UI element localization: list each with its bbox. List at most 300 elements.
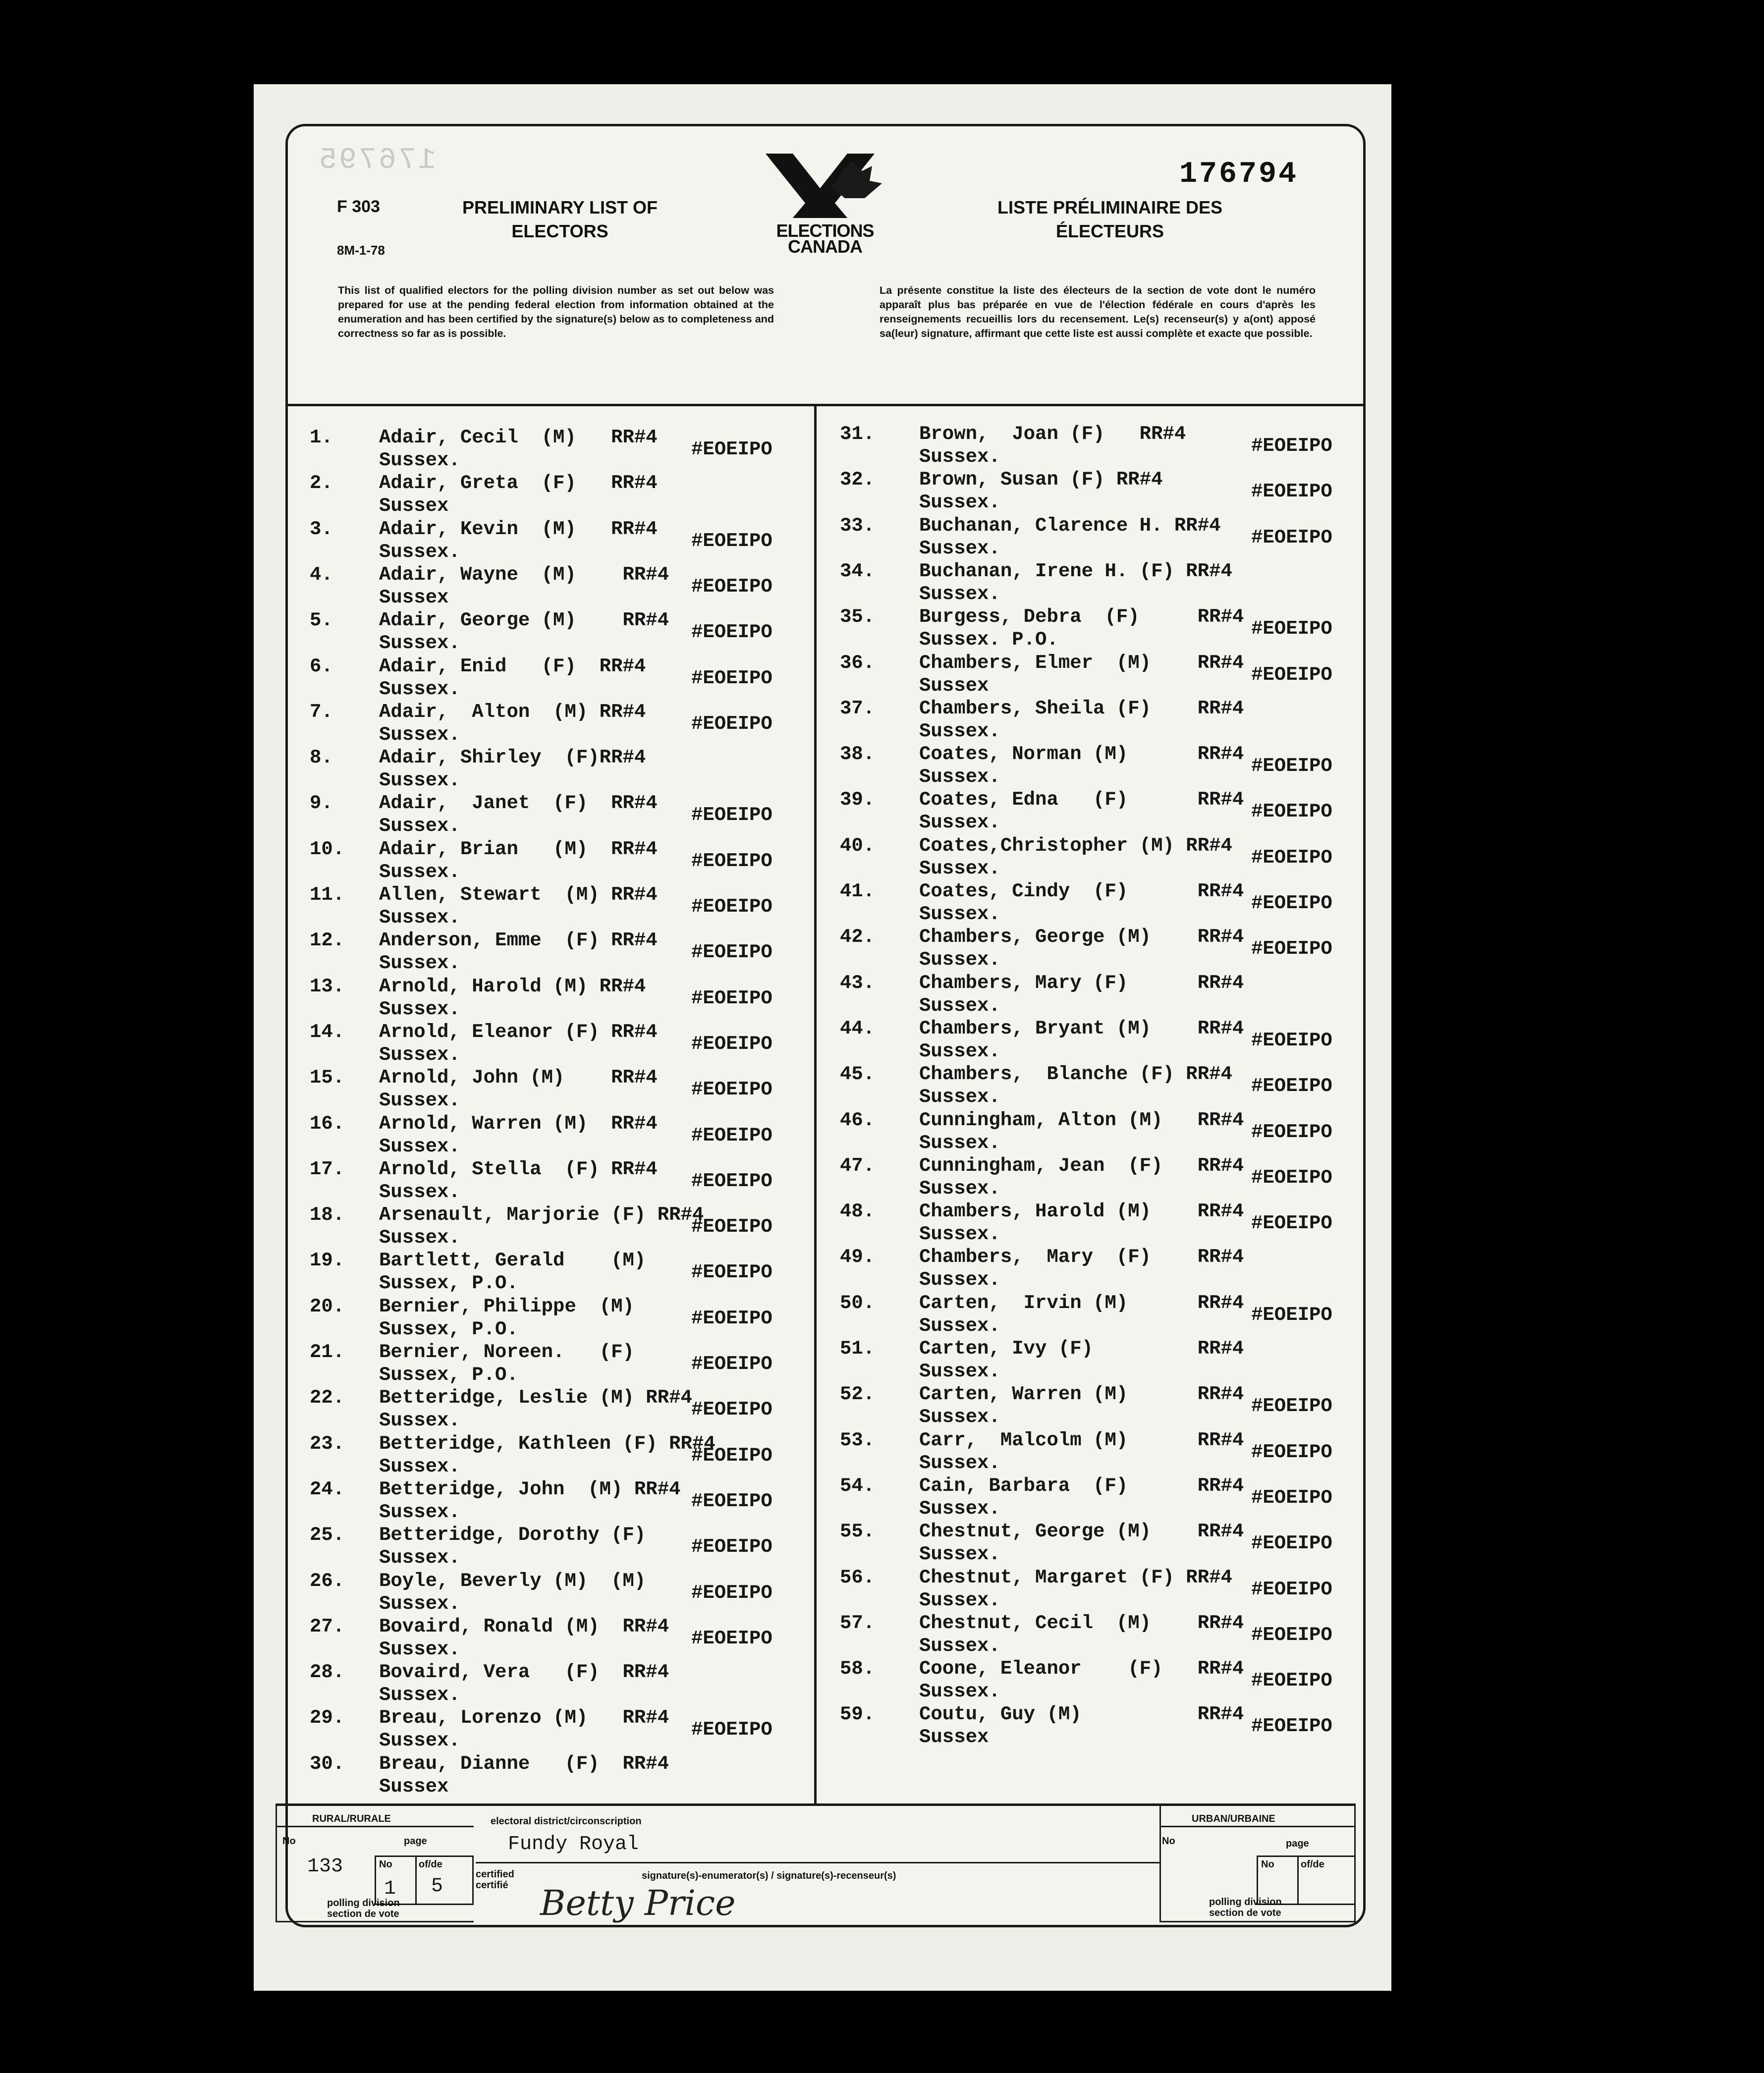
elector-name: Cunningham, Alton (M) RR#4	[919, 1109, 1244, 1131]
elector-entry	[310, 1524, 810, 1569]
elector-number: 41.	[840, 880, 875, 902]
elector-entry	[310, 975, 810, 1021]
title-english: PRELIMINARY LIST OF ELECTORS	[462, 197, 658, 241]
urban-no-label: No	[1162, 1836, 1175, 1847]
elector-address: Sussex.	[919, 1497, 1000, 1520]
elector-entry	[840, 972, 1365, 1017]
elector-address: Sussex.	[919, 812, 1000, 834]
elector-address: Sussex.	[919, 720, 1000, 742]
elector-number: 25.	[310, 1524, 345, 1546]
elector-number: 40.	[840, 834, 875, 857]
elector-code: #EOEIPO	[691, 1079, 772, 1101]
elector-name: Chestnut, Margaret (F) RR#4	[919, 1566, 1232, 1588]
elector-number: 45.	[840, 1063, 875, 1086]
elector-entry	[310, 1706, 810, 1752]
elector-address: Sussex. P.O.	[919, 629, 1058, 651]
elector-number: 50.	[840, 1292, 875, 1314]
elector-code: #EOEIPO	[1251, 801, 1332, 823]
elector-address: Sussex.	[919, 1543, 1000, 1566]
elector-address: Sussex.	[379, 1410, 460, 1432]
elector-number: 9.	[310, 792, 333, 815]
elector-code: #EOEIPO	[1251, 1578, 1332, 1600]
elector-name: Bartlett, Gerald (M)	[379, 1250, 646, 1272]
elector-address: Sussex.	[919, 1040, 1000, 1062]
elector-name: Chambers, Blanche (F) RR#4	[919, 1063, 1232, 1086]
elector-number: 18.	[310, 1204, 345, 1226]
elector-number: 16.	[310, 1112, 345, 1135]
elector-number: 2.	[310, 472, 333, 494]
elector-entry	[310, 1112, 810, 1158]
elector-address: Sussex.	[919, 491, 1000, 514]
elector-name: Betteridge, John (M) RR#4	[379, 1478, 681, 1500]
certified-label: certified certifié	[476, 1869, 514, 1891]
electoral-district-value: Fundy Royal	[508, 1833, 639, 1855]
elector-name: Arnold, Stella (F) RR#4	[379, 1158, 658, 1180]
urban-page-split	[1297, 1855, 1299, 1905]
elector-code: #EOEIPO	[1251, 755, 1332, 777]
elector-entry	[310, 929, 810, 975]
elector-code: #EOEIPO	[1251, 1532, 1332, 1555]
elector-name: Coone, Eleanor (F) RR#4	[919, 1658, 1244, 1680]
elector-name: Coutu, Guy (M) RR#4	[919, 1703, 1244, 1726]
rural-page-split	[415, 1855, 417, 1905]
elector-code: #EOEIPO	[1251, 938, 1332, 960]
elector-entry	[310, 1386, 810, 1432]
elector-number: 59.	[840, 1703, 875, 1726]
elector-entry	[840, 1017, 1365, 1063]
elector-entry	[840, 1292, 1365, 1337]
elector-name: Cunningham, Jean (F) RR#4	[919, 1154, 1244, 1177]
elector-entry	[310, 472, 810, 517]
elector-entry	[840, 1657, 1365, 1703]
elector-name: Breau, Dianne (F) RR#4	[379, 1752, 669, 1775]
elector-code: #EOEIPO	[1251, 1715, 1332, 1738]
rural-page-label: page	[404, 1836, 427, 1847]
elector-number: 44.	[840, 1017, 875, 1039]
elector-code: #EOEIPO	[691, 896, 772, 918]
elector-name: Adair, Shirley (F)RR#4	[379, 747, 646, 769]
elector-address: Sussex.	[379, 1638, 460, 1660]
form-date: 8M-1-78	[337, 243, 385, 258]
elector-number: 8.	[310, 747, 333, 769]
elector-number: 27.	[310, 1615, 345, 1637]
elector-name: Bernier, Philippe (M)	[379, 1295, 634, 1317]
elector-number: 36.	[840, 652, 875, 674]
elector-address: Sussex	[379, 495, 449, 517]
elector-entry	[840, 1337, 1365, 1383]
elector-name: Brown, Susan (F) RR#4	[919, 469, 1163, 491]
elector-number: 12.	[310, 929, 345, 952]
elector-address: Sussex.	[379, 1455, 460, 1477]
elector-code: #EOEIPO	[691, 1582, 772, 1604]
elector-code: #EOEIPO	[1251, 1395, 1332, 1418]
elector-address: Sussex.	[379, 861, 460, 883]
elector-code: #EOEIPO	[691, 1307, 772, 1329]
elector-name: Chambers, Bryant (M) RR#4	[919, 1017, 1244, 1039]
elector-name: Boyle, Beverly (M) (M)	[379, 1570, 646, 1592]
elector-name: Adair, Wayne (M) RR#4	[379, 563, 669, 586]
elector-entry	[840, 1703, 1365, 1748]
elector-name: Coates, Edna (F) RR#4	[919, 789, 1244, 811]
elector-number: 28.	[310, 1661, 345, 1684]
elector-entry	[840, 834, 1365, 880]
elector-address: Sussex.	[379, 541, 460, 563]
elector-entry	[840, 1520, 1365, 1566]
elector-address: Sussex.	[379, 1181, 460, 1203]
elector-entry	[310, 655, 810, 701]
elector-entry	[840, 1612, 1365, 1657]
elector-address: Sussex.	[379, 907, 460, 928]
elector-address: Sussex.	[919, 1452, 1000, 1474]
elector-address: Sussex.	[919, 1086, 1000, 1108]
elector-entry	[840, 1154, 1365, 1200]
elector-entry	[840, 1383, 1365, 1428]
elector-address: Sussex	[379, 586, 449, 608]
elector-code: #EOEIPO	[1251, 526, 1332, 548]
elector-number: 20.	[310, 1295, 345, 1317]
elector-entry	[310, 1341, 810, 1386]
elector-code: #EOEIPO	[1251, 1441, 1332, 1463]
elector-address: Sussex.	[919, 903, 1000, 925]
elector-entry	[840, 605, 1365, 651]
serial-number-ghost: 176795	[317, 144, 437, 177]
elector-entry	[310, 1570, 810, 1615]
elector-code: #EOEIPO	[691, 575, 772, 598]
elector-number: 14.	[310, 1021, 345, 1043]
elector-address: Sussex, P.O.	[379, 1364, 518, 1386]
elector-code: #EOEIPO	[1251, 1121, 1332, 1143]
elector-entry	[840, 1566, 1365, 1612]
elector-number: 6.	[310, 655, 333, 677]
elector-name: Chambers, Elmer (M) RR#4	[919, 652, 1244, 674]
elector-name: Breau, Lorenzo (M) RR#4	[379, 1707, 669, 1729]
elector-entry	[310, 883, 810, 929]
elector-name: Brown, Joan (F) RR#4	[919, 423, 1186, 445]
urban-rule	[1159, 1826, 1356, 1827]
elector-number: 55.	[840, 1521, 875, 1543]
urban-page-label: page	[1286, 1838, 1309, 1849]
elector-address: Sussex.	[919, 1635, 1000, 1657]
elector-address: Sussex	[919, 674, 989, 697]
elector-address: Sussex.	[379, 449, 460, 471]
elector-entry	[840, 880, 1365, 926]
elector-address: Sussex.	[919, 446, 1000, 468]
elector-address: Sussex.	[379, 1684, 460, 1706]
elector-entry	[840, 743, 1365, 788]
enumerator-signature: Betty Price	[540, 1883, 736, 1923]
elector-code: #EOEIPO	[1251, 892, 1332, 914]
elector-number: 38.	[840, 743, 875, 765]
elector-address: Sussex.	[919, 1269, 1000, 1291]
elector-address: Sussex.	[919, 857, 1000, 879]
elector-entry	[310, 701, 810, 746]
elector-name: Chambers, Harold (M) RR#4	[919, 1200, 1244, 1223]
elector-code: #EOEIPO	[691, 1719, 772, 1741]
elector-name: Adair, Alton (M) RR#4	[379, 701, 646, 723]
elector-address: Sussex.	[379, 1227, 460, 1249]
urban-page-ofde-label: of/de	[1301, 1859, 1324, 1870]
elector-code: #EOEIPO	[1251, 1624, 1332, 1646]
elector-name: Bovaird, Vera (F) RR#4	[379, 1661, 669, 1684]
elector-name: Arnold, Eleanor (F) RR#4	[379, 1021, 658, 1043]
elector-address: Sussex.	[379, 1135, 460, 1157]
elector-name: Arnold, Warren (M) RR#4	[379, 1112, 658, 1135]
elector-number: 10.	[310, 838, 345, 860]
elector-number: 15.	[310, 1067, 345, 1089]
elector-code: #EOEIPO	[691, 804, 772, 826]
title-french: LISTE PRÉLIMINAIRE DES ÉLECTEURS	[997, 197, 1223, 241]
elector-code: #EOEIPO	[691, 438, 772, 460]
elector-address: Sussex.	[379, 998, 460, 1020]
elector-number: 1.	[310, 427, 333, 448]
polling-division-number: 133	[307, 1855, 343, 1878]
signature-label: signature(s)-enumerator(s) / signature(s)-recenseur(s)	[642, 1870, 896, 1881]
serial-number: 176794	[1179, 158, 1299, 191]
elector-code: #EOEIPO	[1251, 1075, 1332, 1097]
elector-entry	[310, 792, 810, 837]
elector-number: 34.	[840, 560, 875, 582]
urban-page-no-label: No	[1261, 1859, 1274, 1870]
elector-number: 7.	[310, 701, 333, 723]
elector-code: #EOEIPO	[1251, 663, 1332, 686]
elector-number: 5.	[310, 609, 333, 632]
elector-entry	[310, 1615, 810, 1661]
elector-name: Betteridge, Kathleen (F) RR#4	[379, 1432, 716, 1455]
elector-entry	[310, 838, 810, 883]
elector-entry	[840, 1429, 1365, 1474]
elector-address: Sussex.	[379, 815, 460, 837]
elector-number: 54.	[840, 1474, 875, 1497]
elector-name: Anderson, Emme (F) RR#4	[379, 929, 658, 952]
elector-number: 37.	[840, 697, 875, 719]
elector-entry	[310, 518, 810, 563]
elector-name: Coates, Norman (M) RR#4	[919, 743, 1244, 765]
elector-code: #EOEIPO	[691, 1033, 772, 1055]
elector-number: 21.	[310, 1341, 345, 1363]
elector-code: #EOEIPO	[1251, 1486, 1332, 1509]
elector-address: Sussex.	[919, 994, 1000, 1017]
elector-address: Sussex.	[919, 1589, 1000, 1611]
rural-label: RURAL/RURALE	[312, 1813, 391, 1824]
elector-code: #EOEIPO	[1251, 618, 1332, 640]
elector-code: #EOEIPO	[691, 712, 772, 735]
intro-text-french: La présente constitue la liste des électeurs de la section de vote dont le numéro apparaît plus bas préparée en vue de l'élection fédérale en cours d'après les renseignements recueillis lors du recensement. Le(s) recenseur(s) y a(ont) apposé sa(leur) signature, affirmant que cette liste est aussi complète et exacte que possible.	[880, 284, 1316, 339]
elector-name: Bovaird, Ronald (M) RR#4	[379, 1615, 669, 1637]
header-divider	[285, 404, 1366, 406]
elector-name: Betteridge, Leslie (M) RR#4	[379, 1387, 692, 1409]
elector-name: Adair, Kevin (M) RR#4	[379, 518, 658, 540]
elector-address: Sussex.	[919, 1177, 1000, 1200]
polling-division-label: polling division section de vote	[327, 1898, 400, 1919]
elector-name: Arsenault, Marjorie (F) RR#4	[379, 1204, 704, 1226]
elector-code: #EOEIPO	[691, 1444, 772, 1467]
elector-name: Coates, Cindy (F) RR#4	[919, 880, 1244, 902]
elector-code: #EOEIPO	[1251, 1304, 1332, 1326]
form-number: F 303	[337, 197, 380, 216]
elector-name: Bernier, Noreen. (F)	[379, 1341, 634, 1363]
urban-polling-division-label: polling division section de vote	[1209, 1897, 1282, 1918]
elector-number: 42.	[840, 926, 875, 948]
elector-address: Sussex.	[919, 1361, 1000, 1382]
elector-entry	[310, 609, 810, 655]
elector-number: 19.	[310, 1250, 345, 1272]
elector-code: #EOEIPO	[691, 1170, 772, 1192]
elector-address: Sussex.	[379, 1592, 460, 1615]
elector-name: Adair, Greta (F) RR#4	[379, 472, 658, 494]
elector-number: 26.	[310, 1570, 345, 1592]
elector-code: #EOEIPO	[691, 1399, 772, 1421]
elector-address: Sussex	[379, 1775, 449, 1798]
logo-wordmark: ELECTIONS CANADA	[776, 220, 874, 257]
elector-number: 24.	[310, 1478, 345, 1500]
elector-address: Sussex.	[379, 1090, 460, 1112]
elector-entry	[310, 1203, 810, 1249]
elector-name: Arnold, Harold (M) RR#4	[379, 975, 646, 997]
elector-address: Sussex.	[919, 1223, 1000, 1246]
elector-name: Adair, George (M) RR#4	[379, 609, 669, 632]
elector-address: Sussex.	[919, 766, 1000, 788]
elector-address: Sussex.	[919, 1132, 1000, 1154]
elector-name: Adair, Brian (M) RR#4	[379, 838, 658, 860]
elector-entry	[840, 1246, 1365, 1291]
elector-address: Sussex.	[379, 769, 460, 792]
elector-address: Sussex.	[379, 1730, 460, 1752]
elector-address: Sussex.	[919, 1314, 1000, 1337]
elector-entry	[310, 1432, 810, 1478]
intro-text-english: This list of qualified electors for the polling division number as set out below was prepared for use at the pending federal election from information obtained at the enumeration and has been certified by the signature(s) below as to completeness and correctness so far as is possible.	[338, 284, 774, 339]
rural-no-label: No	[282, 1836, 296, 1847]
elector-address: Sussex.	[379, 632, 460, 655]
elector-number: 49.	[840, 1246, 875, 1268]
page-number: 1	[384, 1878, 396, 1900]
elector-entry	[840, 514, 1365, 560]
elector-code: #EOEIPO	[1251, 481, 1332, 503]
elector-entry	[310, 746, 810, 792]
elector-code: #EOEIPO	[691, 1216, 772, 1238]
elector-address: Sussex.	[379, 1547, 460, 1569]
elector-number: 4.	[310, 563, 333, 586]
elector-code: #EOEIPO	[1251, 1166, 1332, 1189]
elector-number: 57.	[840, 1612, 875, 1634]
elector-name: Chambers, George (M) RR#4	[919, 926, 1244, 948]
elector-entry	[840, 560, 1365, 605]
elector-name: Carten, Warren (M) RR#4	[919, 1383, 1244, 1406]
elector-number: 52.	[840, 1383, 875, 1406]
elector-number: 56.	[840, 1566, 875, 1588]
elector-number: 3.	[310, 518, 333, 540]
elector-entry	[310, 1661, 810, 1706]
elector-code: #EOEIPO	[691, 850, 772, 872]
elector-entry	[840, 1109, 1365, 1154]
elector-number: 32.	[840, 469, 875, 491]
elector-address: Sussex.	[379, 952, 460, 975]
elector-entry	[840, 652, 1365, 697]
elector-number: 47.	[840, 1154, 875, 1177]
elector-entry	[310, 1249, 810, 1295]
elector-entry	[840, 1063, 1365, 1108]
elector-name: Adair, Enid (F) RR#4	[379, 655, 646, 677]
elector-number: 31.	[840, 423, 875, 445]
elector-code: #EOEIPO	[1251, 1670, 1332, 1692]
elector-address: Sussex.	[919, 949, 1000, 971]
elector-number: 29.	[310, 1707, 345, 1729]
rural-page-ofde-label: of/de	[419, 1859, 442, 1870]
elector-entry	[840, 1200, 1365, 1246]
elector-entry	[310, 426, 810, 472]
elector-code: #EOEIPO	[1251, 1029, 1332, 1051]
elector-entry	[310, 1295, 810, 1341]
elector-entry	[840, 926, 1365, 971]
elector-number: 17.	[310, 1158, 345, 1180]
urban-label: URBAN/URBAINE	[1192, 1813, 1275, 1824]
elector-name: Chestnut, George (M) RR#4	[919, 1521, 1244, 1543]
elector-name: Buchanan, Clarence H. RR#4	[919, 514, 1221, 537]
elector-entry	[310, 1478, 810, 1524]
elector-address: Sussex.	[919, 537, 1000, 559]
elector-name: Carten, Ivy (F) RR#4	[919, 1338, 1244, 1360]
elector-name: Adair, Janet (F) RR#4	[379, 792, 658, 815]
elector-address: Sussex.	[379, 678, 460, 700]
elector-number: 22.	[310, 1387, 345, 1409]
elector-address: Sussex	[919, 1726, 989, 1748]
elector-name: Adair, Cecil (M) RR#4	[379, 427, 658, 448]
elector-entry	[840, 423, 1365, 468]
elector-address: Sussex.	[919, 583, 1000, 605]
elector-address: Sussex.	[379, 1043, 460, 1066]
elector-entry	[840, 1474, 1365, 1520]
elector-entry	[310, 1158, 810, 1203]
elector-code: #EOEIPO	[1251, 1212, 1332, 1235]
elector-code: #EOEIPO	[691, 987, 772, 1009]
elector-name: Buchanan, Irene H. (F) RR#4	[919, 560, 1232, 582]
elector-name: Chambers, Sheila (F) RR#4	[919, 697, 1244, 719]
elector-name: Carten, Irvin (M) RR#4	[919, 1292, 1244, 1314]
elector-code: #EOEIPO	[691, 1353, 772, 1375]
elector-name: Chambers, Mary (F) RR#4	[919, 972, 1244, 994]
elector-number: 46.	[840, 1109, 875, 1131]
elector-code: #EOEIPO	[691, 1627, 772, 1649]
elector-entry	[310, 1752, 810, 1798]
elector-address: Sussex, P.O.	[379, 1272, 518, 1295]
elector-address: Sussex.	[379, 1501, 460, 1523]
elector-code: #EOEIPO	[691, 1536, 772, 1558]
elector-name: Betteridge, Dorothy (F)	[379, 1524, 646, 1546]
elector-number: 39.	[840, 789, 875, 811]
elector-entry	[310, 563, 810, 609]
elector-entry	[310, 1066, 810, 1112]
elector-name: Carr, Malcolm (M) RR#4	[919, 1429, 1244, 1451]
rural-page-no-label: No	[379, 1859, 392, 1870]
column-divider	[814, 406, 817, 1806]
elector-number: 30.	[310, 1752, 345, 1775]
rural-rule	[276, 1826, 474, 1827]
elector-name: Cain, Barbara (F) RR#4	[919, 1474, 1244, 1497]
elector-name: Chestnut, Cecil (M) RR#4	[919, 1612, 1244, 1634]
district-rule	[476, 1862, 1159, 1863]
elector-code: #EOEIPO	[691, 941, 772, 964]
elector-code: #EOEIPO	[691, 530, 772, 552]
elector-name: Burgess, Debra (F) RR#4	[919, 606, 1244, 628]
elector-code: #EOEIPO	[1251, 435, 1332, 457]
elector-address: Sussex.	[379, 723, 460, 746]
elector-address: Sussex, P.O.	[379, 1318, 518, 1340]
elector-number: 43.	[840, 972, 875, 994]
elector-entry	[310, 1021, 810, 1066]
elector-code: #EOEIPO	[691, 667, 772, 689]
elector-code: #EOEIPO	[691, 1124, 772, 1146]
elector-number: 53.	[840, 1429, 875, 1451]
elector-name: Arnold, John (M) RR#4	[379, 1067, 658, 1089]
